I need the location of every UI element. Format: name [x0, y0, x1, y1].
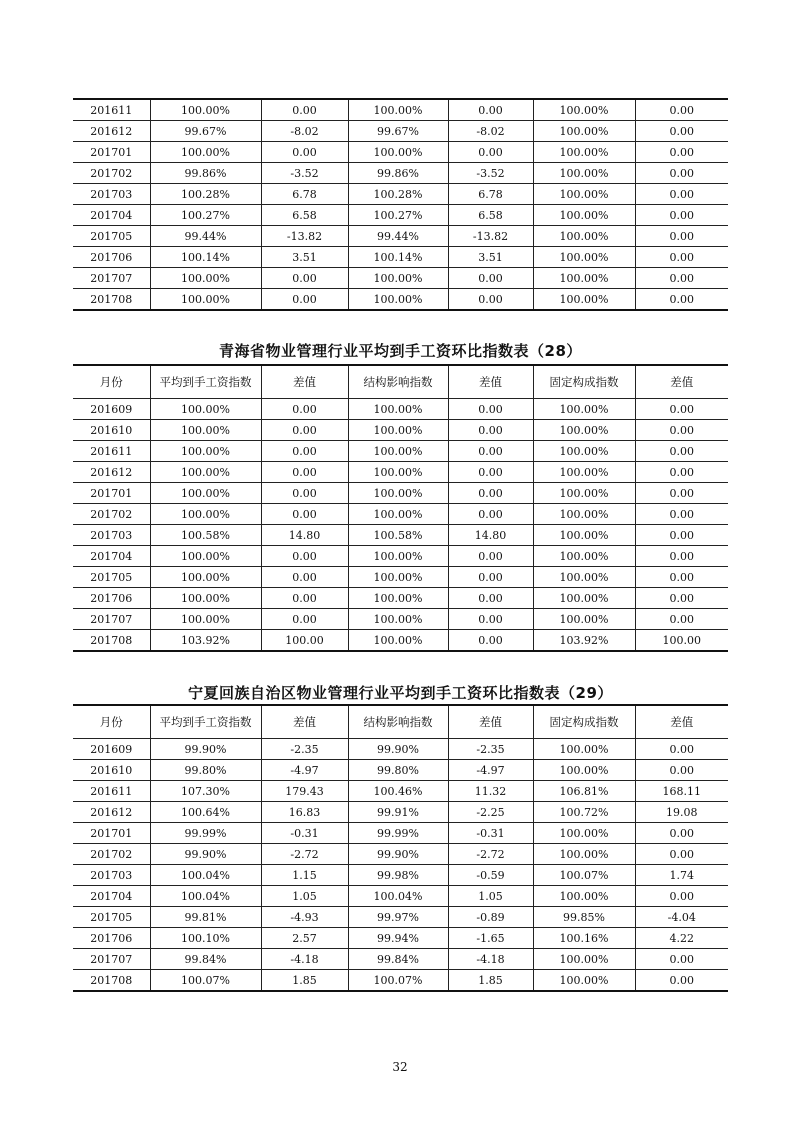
table-cell: 201701: [73, 142, 150, 163]
table-cell: 100.27%: [150, 205, 261, 226]
table-cell: 201704: [73, 546, 150, 567]
table-cell: 100.00%: [533, 844, 635, 865]
table-cell: 0.00: [448, 483, 533, 504]
table-cell: 100.58%: [348, 525, 448, 546]
table-cell: 100.00%: [533, 205, 635, 226]
table-cell: 99.80%: [150, 760, 261, 781]
table-cell: 0.00: [635, 886, 728, 907]
table-cell: 0.00: [635, 949, 728, 970]
table-cell: 99.86%: [348, 163, 448, 184]
table-cell: 201609: [73, 739, 150, 760]
table-cell: -4.18: [448, 949, 533, 970]
table-cell: 201706: [73, 928, 150, 949]
table-cell: 6.78: [448, 184, 533, 205]
table-cell: 100.04%: [150, 886, 261, 907]
table-cell: 106.81%: [533, 781, 635, 802]
table-cell: 0.00: [448, 567, 533, 588]
table-cell: 201701: [73, 823, 150, 844]
table-cell: 100.00%: [533, 483, 635, 504]
table-cell: 99.80%: [348, 760, 448, 781]
table-cell: 0.00: [448, 462, 533, 483]
table-cell: 201704: [73, 205, 150, 226]
col-header-diff: 差值: [261, 705, 348, 739]
table-cell: 0.00: [635, 99, 728, 121]
table-cell: -0.89: [448, 907, 533, 928]
table-cell: 100.00%: [533, 609, 635, 630]
table-cell: 19.08: [635, 802, 728, 823]
table-cell: 0.00: [261, 504, 348, 525]
table-cell: 201612: [73, 802, 150, 823]
table-cell: 201703: [73, 184, 150, 205]
table-cell: 201612: [73, 121, 150, 142]
table-row: [73, 970, 728, 992]
table-header-row: [73, 705, 728, 739]
table-row: [73, 588, 728, 609]
table-row: [73, 781, 728, 802]
table-cell: 100.00%: [150, 420, 261, 441]
table-cell: 100.00%: [348, 268, 448, 289]
table-cell: -2.35: [261, 739, 348, 760]
table-cell: 201706: [73, 247, 150, 268]
table-cell: 99.86%: [150, 163, 261, 184]
table-cell: 99.98%: [348, 865, 448, 886]
table-cell: -0.31: [448, 823, 533, 844]
table-cell: 201703: [73, 865, 150, 886]
table-cell: 201708: [73, 630, 150, 652]
table-cell: 11.32: [448, 781, 533, 802]
table-cell: 100.00%: [150, 546, 261, 567]
col-header-avg-wage-index: 平均到手工资指数: [150, 705, 261, 739]
table-cell: 99.90%: [150, 739, 261, 760]
table-cell: 0.00: [635, 184, 728, 205]
table-cell: 103.92%: [533, 630, 635, 652]
table-cell: 100.00%: [533, 163, 635, 184]
table-cell: -1.65: [448, 928, 533, 949]
table-cell: 0.00: [635, 546, 728, 567]
table-cell: 100.00%: [150, 567, 261, 588]
table-cell: 100.00: [261, 630, 348, 652]
table-cell: 99.44%: [348, 226, 448, 247]
table-cell: 1.05: [448, 886, 533, 907]
col-header-diff: 差值: [448, 365, 533, 399]
table-cell: -3.52: [261, 163, 348, 184]
table-cell: -13.82: [448, 226, 533, 247]
table-cell: 0.00: [448, 609, 533, 630]
table-cell: 0.00: [261, 99, 348, 121]
table-cell: 100.28%: [348, 184, 448, 205]
table-cell: 201701: [73, 483, 150, 504]
table-row: [73, 802, 728, 823]
table-cell: -3.52: [448, 163, 533, 184]
table-row: [73, 289, 728, 311]
table-row: [73, 462, 728, 483]
table-cell: 0.00: [448, 504, 533, 525]
table-cell: -4.97: [448, 760, 533, 781]
table-cell: 100.00%: [150, 588, 261, 609]
table-cell: -8.02: [448, 121, 533, 142]
table-cell: 0.00: [448, 420, 533, 441]
table-cell: 99.84%: [150, 949, 261, 970]
table-cell: 100.27%: [348, 205, 448, 226]
table-cell: -0.31: [261, 823, 348, 844]
table-header-row: [73, 365, 728, 399]
table-cell: 0.00: [635, 399, 728, 420]
table-row: [73, 142, 728, 163]
table-cell: 100.28%: [150, 184, 261, 205]
table-cell: 100.00%: [348, 609, 448, 630]
table-cell: 100.00%: [348, 441, 448, 462]
table-row: [73, 907, 728, 928]
table-cell: 0.00: [635, 121, 728, 142]
table-cell: 99.99%: [150, 823, 261, 844]
table-cell: 99.44%: [150, 226, 261, 247]
table-cell: 201703: [73, 525, 150, 546]
table-cell: 201705: [73, 567, 150, 588]
table-cell: 100.00%: [348, 289, 448, 311]
table-cell: 99.84%: [348, 949, 448, 970]
table-cell: 0.00: [635, 567, 728, 588]
table-row: [73, 630, 728, 652]
table-cell: 1.85: [448, 970, 533, 992]
table-cell: 100.00%: [150, 289, 261, 311]
table-cell: 201610: [73, 760, 150, 781]
table-cell: 201705: [73, 907, 150, 928]
table-cell: 100.00%: [533, 399, 635, 420]
table-cell: 0.00: [635, 205, 728, 226]
table-row: [73, 226, 728, 247]
table-cell: -4.93: [261, 907, 348, 928]
table-cell: 0.00: [635, 525, 728, 546]
table-row: [73, 399, 728, 420]
table-cell: 0.00: [448, 546, 533, 567]
table-cell: 100.00%: [533, 441, 635, 462]
table-cell: 100.72%: [533, 802, 635, 823]
col-header-diff: 差值: [635, 365, 728, 399]
table-cell: 99.99%: [348, 823, 448, 844]
table-cell: 100.00%: [533, 420, 635, 441]
table-cell: 0.00: [448, 99, 533, 121]
table-cell: 99.67%: [150, 121, 261, 142]
table-cell: 0.00: [261, 420, 348, 441]
table-cell: 100.00%: [150, 399, 261, 420]
table-cell: -2.35: [448, 739, 533, 760]
table-cell: 100.00%: [533, 567, 635, 588]
table-cell: -2.72: [261, 844, 348, 865]
table-cell: 1.05: [261, 886, 348, 907]
table-cell: 4.22: [635, 928, 728, 949]
col-header-fixed-index: 固定构成指数: [533, 365, 635, 399]
table-cell: 100.00%: [150, 483, 261, 504]
table-cell: 179.43: [261, 781, 348, 802]
table-29: [73, 704, 728, 992]
table-cell: 0.00: [261, 142, 348, 163]
table-cell: 0.00: [261, 609, 348, 630]
table-row: [73, 205, 728, 226]
table-continued: [73, 98, 728, 311]
table-row: [73, 247, 728, 268]
table-cell: 100.00%: [348, 588, 448, 609]
table-cell: 100.00%: [533, 546, 635, 567]
table-cell: 0.00: [261, 441, 348, 462]
table-cell: 201609: [73, 399, 150, 420]
table-cell: 100.00%: [533, 504, 635, 525]
col-header-fixed-index: 固定构成指数: [533, 705, 635, 739]
table-cell: 100.00%: [348, 142, 448, 163]
table-cell: 100.00%: [533, 760, 635, 781]
table-cell: 100.00%: [533, 184, 635, 205]
table-cell: 2.57: [261, 928, 348, 949]
table-cell: 99.94%: [348, 928, 448, 949]
table-cell: 0.00: [635, 588, 728, 609]
table-cell: 0.00: [635, 268, 728, 289]
table-row: [73, 99, 728, 121]
table-cell: 100.00%: [533, 142, 635, 163]
table-cell: 100.07%: [533, 865, 635, 886]
table-cell: 99.90%: [348, 739, 448, 760]
table-cell: 99.67%: [348, 121, 448, 142]
table-cell: 0.00: [261, 588, 348, 609]
table-cell: 201705: [73, 226, 150, 247]
table-cell: 1.15: [261, 865, 348, 886]
table-cell: 0.00: [635, 441, 728, 462]
table-cell: 0.00: [635, 609, 728, 630]
table-cell: 201707: [73, 268, 150, 289]
table-cell: 0.00: [635, 289, 728, 311]
table-29-title: 宁夏回族自治区物业管理行业平均到手工资环比指数表（29）: [188, 684, 613, 702]
table-cell: 0.00: [635, 504, 728, 525]
table-cell: 100.00%: [150, 504, 261, 525]
table-cell: 0.00: [448, 630, 533, 652]
table-cell: 100.10%: [150, 928, 261, 949]
table-cell: 103.92%: [150, 630, 261, 652]
table-row: [73, 865, 728, 886]
table-cell: 100.00%: [150, 462, 261, 483]
table-row: [73, 567, 728, 588]
table-cell: 6.58: [448, 205, 533, 226]
table-cell: 0.00: [635, 226, 728, 247]
table-cell: 100.00%: [533, 247, 635, 268]
table-row: [73, 546, 728, 567]
table-cell: 14.80: [261, 525, 348, 546]
table-row: [73, 609, 728, 630]
col-header-avg-wage-index: 平均到手工资指数: [150, 365, 261, 399]
table-row: [73, 504, 728, 525]
table-cell: 100.00%: [533, 588, 635, 609]
table-28-title: 青海省物业管理行业平均到手工资环比指数表（28）: [219, 342, 582, 360]
table-cell: 0.00: [635, 739, 728, 760]
table-cell: -2.25: [448, 802, 533, 823]
table-cell: 0.00: [261, 462, 348, 483]
table-cell: 100.00%: [533, 289, 635, 311]
table-cell: 100.00%: [348, 483, 448, 504]
table-cell: 6.58: [261, 205, 348, 226]
table-cell: 100.14%: [150, 247, 261, 268]
table-cell: 201706: [73, 588, 150, 609]
table-cell: 201612: [73, 462, 150, 483]
table-cell: 100.46%: [348, 781, 448, 802]
table-cell: 201704: [73, 886, 150, 907]
table-cell: -4.04: [635, 907, 728, 928]
table-row: [73, 483, 728, 504]
table-cell: 100.00%: [533, 99, 635, 121]
table-cell: 100.00%: [150, 99, 261, 121]
table-cell: -8.02: [261, 121, 348, 142]
table-cell: 0.00: [448, 588, 533, 609]
table-cell: 201611: [73, 441, 150, 462]
table-cell: -0.59: [448, 865, 533, 886]
table-28: [73, 364, 728, 652]
table-row: [73, 420, 728, 441]
table-cell: 100.00%: [533, 739, 635, 760]
table-cell: 3.51: [261, 247, 348, 268]
table-cell: 100.00%: [533, 226, 635, 247]
table-cell: 99.97%: [348, 907, 448, 928]
table-cell: 100.00%: [533, 949, 635, 970]
table-cell: 201708: [73, 970, 150, 992]
table-cell: 0.00: [635, 823, 728, 844]
table-row: [73, 525, 728, 546]
table-cell: 100.00%: [533, 823, 635, 844]
table-cell: 100.58%: [150, 525, 261, 546]
col-header-structure-index: 结构影响指数: [348, 705, 448, 739]
table-cell: 100.04%: [150, 865, 261, 886]
table-cell: 100.16%: [533, 928, 635, 949]
table-cell: 0.00: [635, 760, 728, 781]
table-cell: -13.82: [261, 226, 348, 247]
table-cell: 201611: [73, 781, 150, 802]
table-cell: 0.00: [448, 142, 533, 163]
table-row: [73, 886, 728, 907]
table-cell: -2.72: [448, 844, 533, 865]
table-cell: 100.00%: [533, 268, 635, 289]
table-cell: 100.00%: [533, 462, 635, 483]
table-cell: 6.78: [261, 184, 348, 205]
page-number: 32: [392, 1060, 408, 1074]
table-row: [73, 121, 728, 142]
table-row: [73, 163, 728, 184]
table-cell: 100.07%: [150, 970, 261, 992]
table-cell: 0.00: [635, 247, 728, 268]
table-cell: 0.00: [635, 970, 728, 992]
table-cell: 99.81%: [150, 907, 261, 928]
table-cell: 100.00%: [348, 504, 448, 525]
col-header-month: 月份: [73, 365, 150, 399]
table-cell: 0.00: [261, 399, 348, 420]
table-cell: 0.00: [261, 483, 348, 504]
table-cell: 201707: [73, 949, 150, 970]
table-cell: 100.00: [635, 630, 728, 652]
table-cell: 1.74: [635, 865, 728, 886]
table-cell: 100.00%: [533, 525, 635, 546]
table-row: [73, 760, 728, 781]
table-cell: -4.18: [261, 949, 348, 970]
table-cell: 99.85%: [533, 907, 635, 928]
table-cell: 0.00: [261, 546, 348, 567]
table-cell: 100.00%: [533, 121, 635, 142]
col-header-month: 月份: [73, 705, 150, 739]
col-header-diff: 差值: [261, 365, 348, 399]
table-cell: 100.00%: [348, 420, 448, 441]
table-cell: 100.00%: [348, 99, 448, 121]
table-cell: 1.85: [261, 970, 348, 992]
table-cell: 201610: [73, 420, 150, 441]
table-cell: 201708: [73, 289, 150, 311]
table-cell: 107.30%: [150, 781, 261, 802]
table-cell: 99.91%: [348, 802, 448, 823]
table-cell: 100.04%: [348, 886, 448, 907]
table-cell: 100.00%: [150, 441, 261, 462]
table-cell: 0.00: [635, 142, 728, 163]
table-cell: 0.00: [635, 483, 728, 504]
table-cell: 0.00: [635, 163, 728, 184]
table-cell: 99.90%: [348, 844, 448, 865]
table-cell: 0.00: [448, 289, 533, 311]
table-cell: 100.00%: [533, 886, 635, 907]
table-cell: 201611: [73, 99, 150, 121]
table-cell: 3.51: [448, 247, 533, 268]
table-row: [73, 268, 728, 289]
table-cell: -4.97: [261, 760, 348, 781]
table-cell: 0.00: [261, 567, 348, 588]
table-cell: 0.00: [448, 441, 533, 462]
table-cell: 168.11: [635, 781, 728, 802]
table-cell: 100.00%: [348, 546, 448, 567]
table-cell: 0.00: [448, 399, 533, 420]
col-header-diff: 差值: [635, 705, 728, 739]
table-row: [73, 184, 728, 205]
table-cell: 99.90%: [150, 844, 261, 865]
table-row: [73, 928, 728, 949]
table-cell: 201707: [73, 609, 150, 630]
table-cell: 100.00%: [150, 142, 261, 163]
table-cell: 0.00: [261, 289, 348, 311]
table-row: [73, 823, 728, 844]
table-cell: 14.80: [448, 525, 533, 546]
table-cell: 0.00: [448, 268, 533, 289]
table-cell: 100.14%: [348, 247, 448, 268]
table-cell: 0.00: [261, 268, 348, 289]
table-cell: 100.00%: [348, 567, 448, 588]
table-cell: 100.00%: [348, 630, 448, 652]
col-header-diff: 差值: [448, 705, 533, 739]
table-cell: 100.00%: [150, 609, 261, 630]
table-row: [73, 739, 728, 760]
table-cell: 100.00%: [150, 268, 261, 289]
col-header-structure-index: 结构影响指数: [348, 365, 448, 399]
table-cell: 100.07%: [348, 970, 448, 992]
table-cell: 100.00%: [533, 970, 635, 992]
table-cell: 0.00: [635, 420, 728, 441]
table-cell: 201702: [73, 504, 150, 525]
table-row: [73, 844, 728, 865]
table-cell: 201702: [73, 163, 150, 184]
table-cell: 100.64%: [150, 802, 261, 823]
table-cell: 16.83: [261, 802, 348, 823]
table-cell: 100.00%: [348, 399, 448, 420]
table-cell: 201702: [73, 844, 150, 865]
table-cell: 100.00%: [348, 462, 448, 483]
table-row: [73, 949, 728, 970]
table-cell: 0.00: [635, 462, 728, 483]
table-row: [73, 441, 728, 462]
table-cell: 0.00: [635, 844, 728, 865]
